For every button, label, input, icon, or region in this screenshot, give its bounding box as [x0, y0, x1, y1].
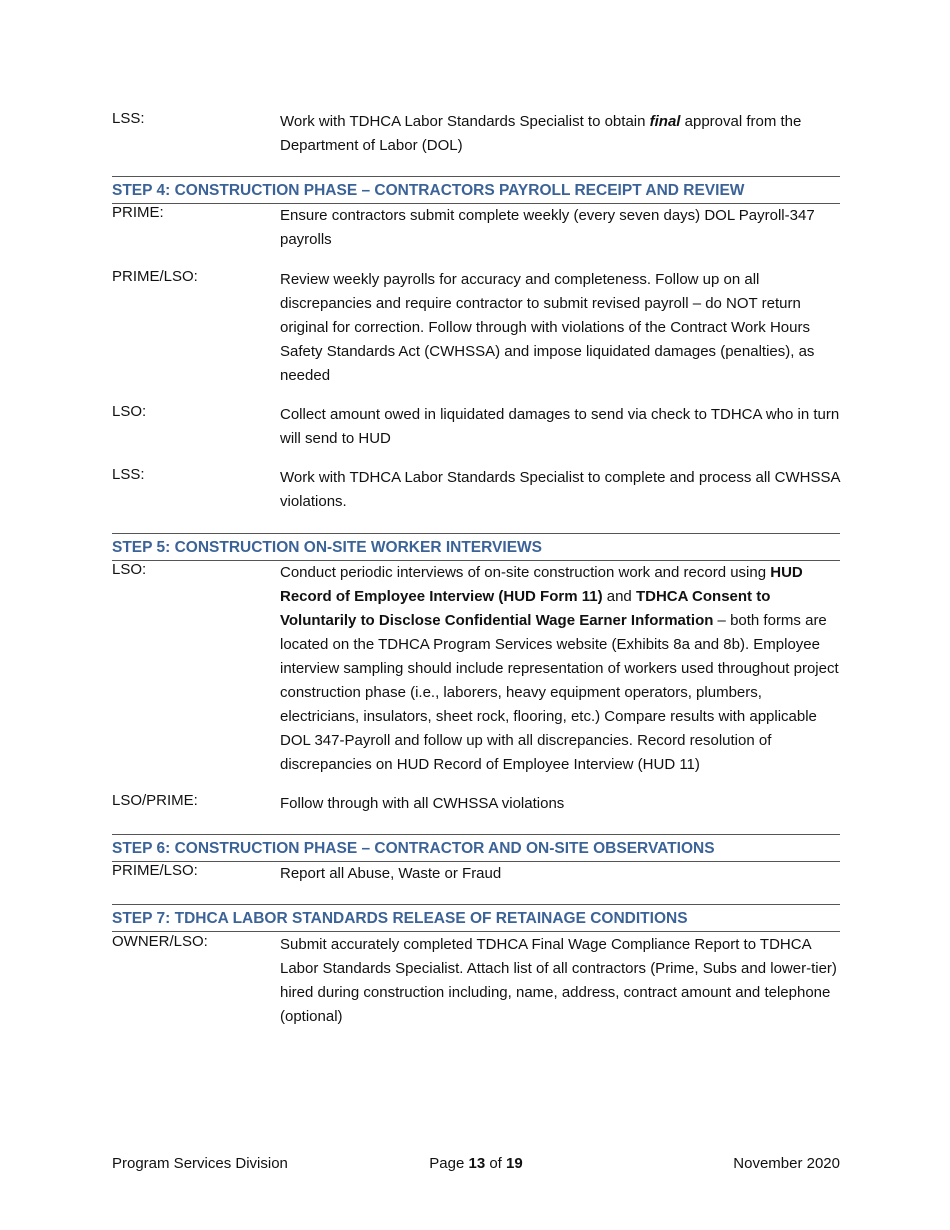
role-description: Conduct periodic interviews of on-site construction work and record using HUD Record of Employee Interview (HUD Form 11) and TDHCA Consent to Voluntarily to Disclose Confidential Wage Earner Information – both forms are located on the TDHCA Program Services website (Exhibits 8a and 8b). Employee interview sampling should include representation of workers used throughout project construction phase (i.e., laborers, heavy equipment operators, plumbers, electricians, insulators, sheet rock, flooring, etc.) Compare results with applicable DOL 347-Payroll and follow up with all discrepancies. Record resolution of discrepancies on HUD Record of Employee Interview (HUD 11)	[280, 564, 839, 773]
role-description: Submit accurately completed TDHCA Final Wage Compliance Report to TDHCA Labor Standards Specialist. Attach list of all contractors (Prime, Subs and lower-tier) hired during construction including, name, address, contract amount and telephone (optional)	[280, 936, 837, 1025]
step-6-row-prime-lso	[112, 862, 840, 886]
page-number: Page 13 of 19	[429, 1155, 523, 1172]
role-description: Collect amount owed in liquidated damages to send via check to TDHCA who in turn will send to HUD	[280, 406, 840, 447]
step-5-heading: STEP 5: CONSTRUCTION ON-SITE WORKER INTERVIEWS	[112, 533, 840, 561]
step-4-heading: STEP 4: CONSTRUCTION PHASE – CONTRACTORS PAYROLL RECEIPT AND REVIEW	[112, 176, 840, 204]
footer-date: November 2020	[733, 1155, 840, 1172]
step-7-heading: STEP 7: TDHCA LABOR STANDARDS RELEASE OF RETAINAGE CONDITIONS	[112, 904, 840, 932]
role-label: LSS:	[112, 466, 145, 483]
role-description: Ensure contractors submit complete weekly (every seven days) DOL Payroll-347 payrolls	[280, 207, 815, 248]
footer-division: Program Services Division	[112, 1155, 288, 1172]
lss-final-approval-row	[112, 110, 840, 158]
role-label: PRIME/LSO:	[112, 862, 198, 879]
step-4-row-prime-lso	[112, 268, 840, 388]
role-label: PRIME:	[112, 204, 164, 221]
role-description: Work with TDHCA Labor Standards Specialist to complete and process all CWHSSA violations.	[280, 469, 840, 510]
role-label: LSO:	[112, 561, 147, 578]
step-5-row-lso	[112, 561, 840, 777]
step-5-row-lso-prime	[112, 792, 840, 816]
step-4-row-lss	[112, 466, 840, 514]
step-6-heading: STEP 6: CONSTRUCTION PHASE – CONTRACTOR AND ON-SITE OBSERVATIONS	[112, 834, 840, 862]
step-4-row-lso	[112, 403, 840, 451]
role-label: PRIME/LSO:	[112, 268, 198, 285]
role-label: LSO/PRIME:	[112, 792, 198, 809]
role-description: Report all Abuse, Waste or Fraud	[280, 865, 502, 882]
role-description: Follow through with all CWHSSA violations	[280, 795, 565, 812]
role-description: Review weekly payrolls for accuracy and completeness. Follow up on all discrepancies and require contractor to submit revised payroll – do NOT return original for correction. Follow through with violations of the Contract Work Hours Safety Standards Act (CWHSSA) and impose liquidated damages (penalties), as needed	[280, 271, 815, 384]
step-4-row-prime	[112, 204, 840, 252]
step-7-row-owner-lso	[112, 933, 840, 1029]
page-footer	[112, 1152, 840, 1176]
role-label: LSS:	[112, 110, 145, 127]
role-label: LSO:	[112, 403, 147, 420]
role-description: Work with TDHCA Labor Standards Specialist to obtain final approval from the Department of Labor (DOL)	[280, 113, 802, 154]
role-label: OWNER/LSO:	[112, 933, 208, 950]
